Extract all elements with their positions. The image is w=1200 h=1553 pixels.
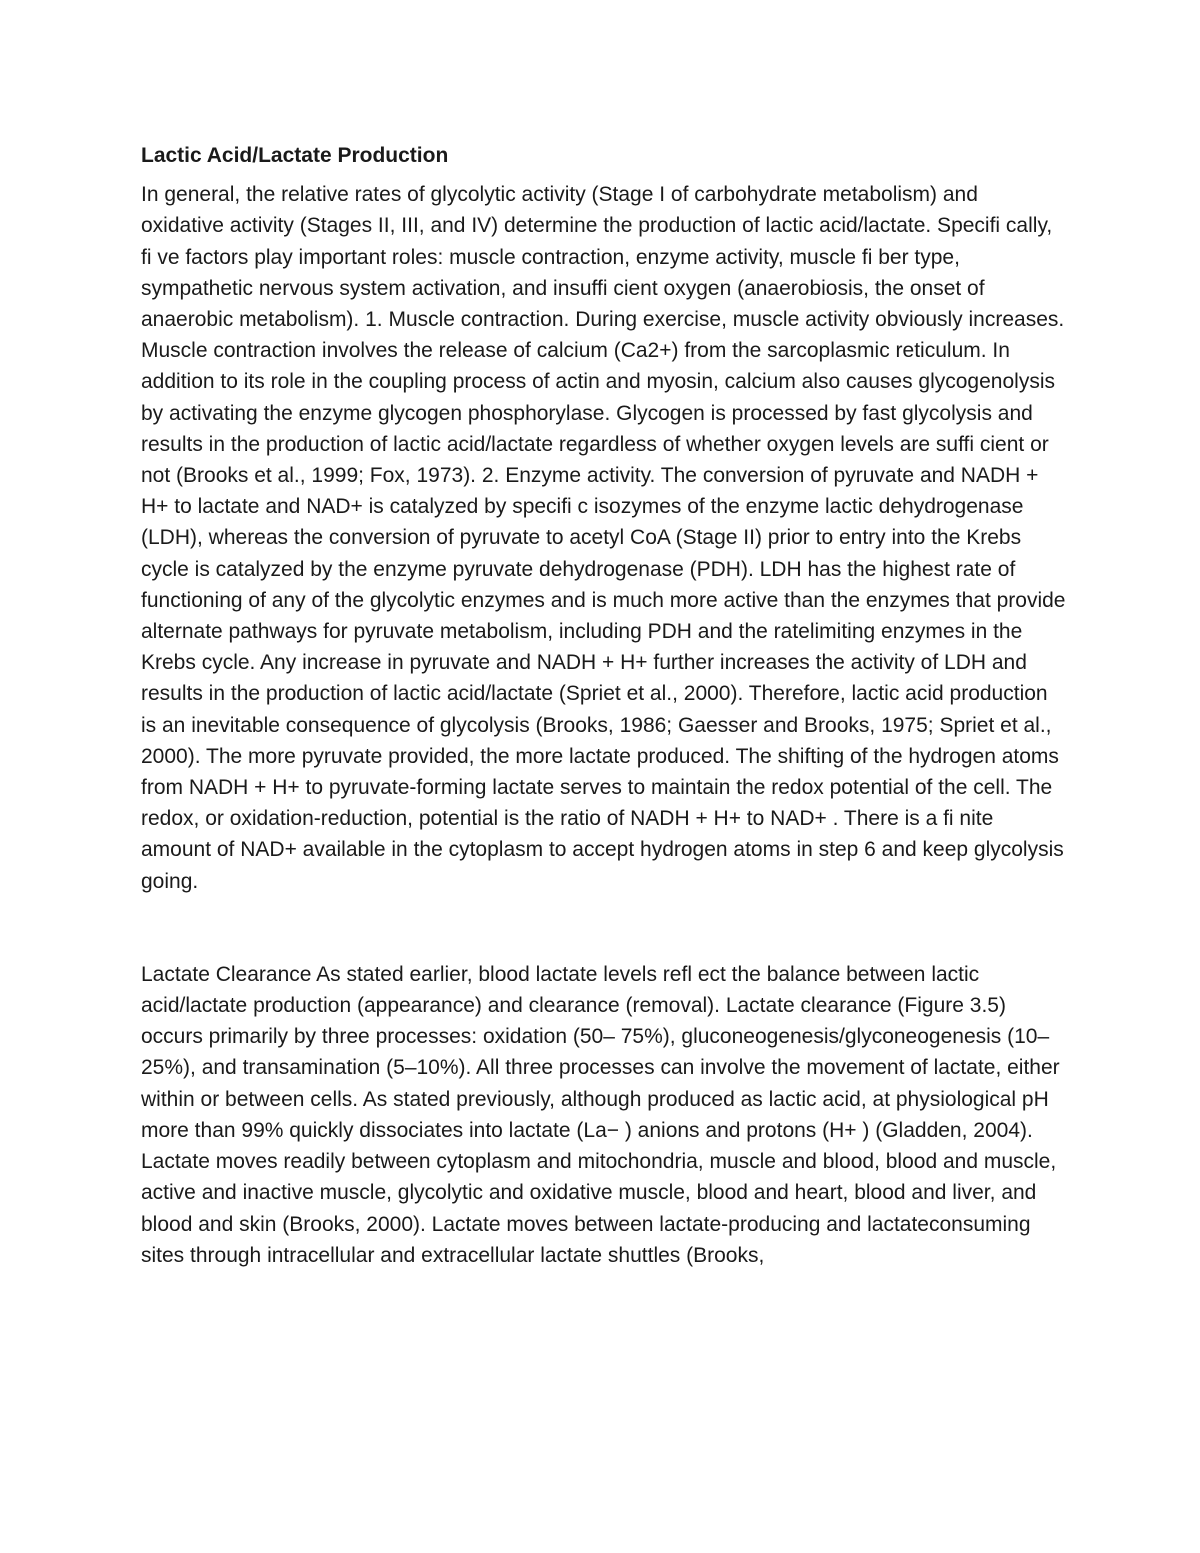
paragraph-spacer — [141, 897, 1066, 959]
document-title: Lactic Acid/Lactate Production — [141, 144, 449, 167]
paragraph-lactate-clearance: Lactate Clearance As stated earlier, blood lactate levels refl ect the balance between lactic acid/lactate production (appearance) and clearance (removal). Lactate clearance (Figure 3.5) occurs primarily by three processes: oxidation (50– 75%), gluconeogenesis/glyconeogenesis (10–25%), and transamination (5–10%). All three processes can involve the movement of lactate, either within or between cells. As stated previously, although produced as lactic acid, at physiological pH more than 99% quickly dissociates into lactate (La− ) anions and protons (H+ ) (Gladden, 2004). Lactate moves readily between cytoplasm and mitochondria, muscle and blood, blood and muscle, active and inactive muscle, glycolytic and oxidative muscle, blood and heart, blood and liver, and blood and skin (Brooks, 2000). Lactate moves between lactate-producing and lactateconsuming sites through intracellular and extracellular lactate shuttles (Brooks, — [141, 962, 1060, 1267]
paragraph-lactate-production: In general, the relative rates of glycolytic activity (Stage I of carbohydrate metabolism) and oxidative activity (Stages II, III, and IV) determine the production of lactic acid/lactate. Specifi cally, fi ve factors play important roles: muscle contraction, enzyme activity, muscle fi ber type, sympathetic nervous system activation, and insuffi cient oxygen (anaerobiosis, the onset of anaerobic metabolism). 1. Muscle contraction. During exercise, muscle activity obviously increases. Muscle contraction involves the release of calcium (Ca2+) from the sarcoplasmic reticulum. In addition to its role in the coupling process of actin and myosin, calcium also causes glycogenolysis by activating the enzyme glycogen phosphorylase. Glycogen is processed by fast glycolysis and results in the production of lactic acid/lactate regardless of whether oxygen levels are suffi cient or not (Brooks et al., 1999; Fox, 1973). 2. Enzyme activity. The conversion of pyruvate and NADH + H+ to lactate and NAD+ is catalyzed by specifi c isozymes of the enzyme lactic dehydrogenase (LDH), whereas the conversion of pyruvate to acetyl CoA (Stage II) prior to entry into the Krebs cycle is catalyzed by the enzyme pyruvate dehydrogenase (PDH). LDH has the highest rate of functioning of any of the glycolytic enzymes and is much more active than the enzymes that provide alternate pathways for pyruvate metabolism, including PDH and the ratelimiting enzymes in the Krebs cycle. Any increase in pyruvate and NADH + H+ further increases the activity of LDH and results in the production of lactic acid/lactate (Spriet et al., 2000). Therefore, lactic acid production is an inevitable consequence of glycolysis (Brooks, 1986; Gaesser and Brooks, 1975; Spriet et al., 2000). The more pyruvate provided, the more lactate produced. The shifting of the hydrogen atoms from NADH + H+ to pyruvate-forming lactate serves to maintain the redox potential of the cell. The redox, or oxidation-reduction, potential is the ratio of NADH + H+ to NAD+ . There is a fi nite amount of NAD+ available in the cytoplasm to accept hydrogen atoms in step 6 and keep glycolysis going. — [141, 183, 1066, 893]
document-body — [141, 140, 1066, 1271]
